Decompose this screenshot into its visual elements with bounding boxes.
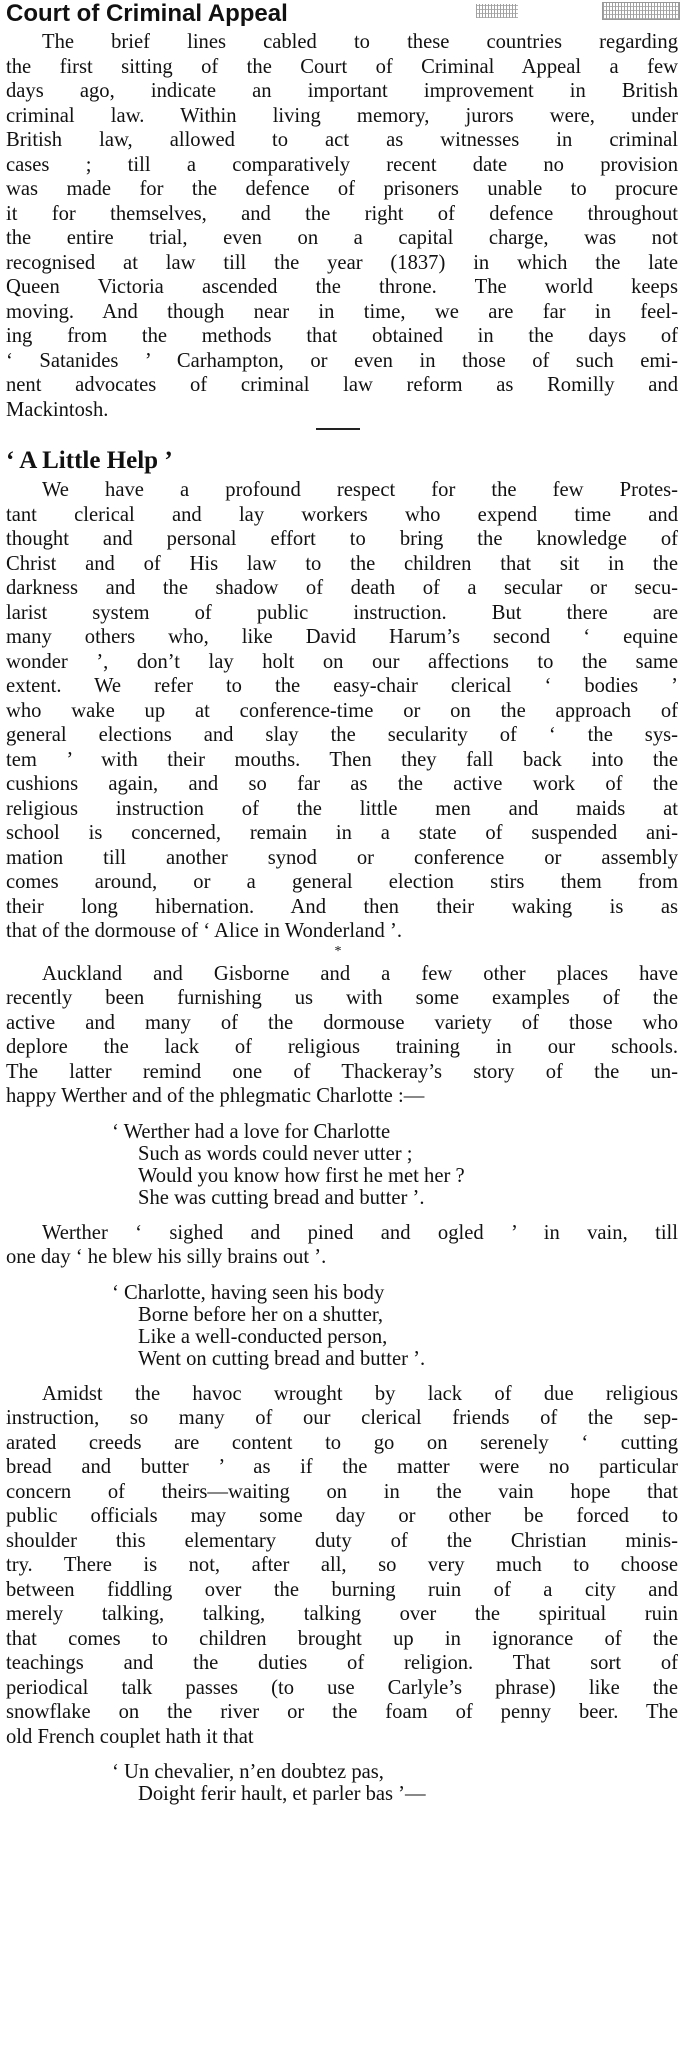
verse-line: She was cutting bread and butter ’.	[138, 1186, 425, 1209]
text-line: recently been furnishing us with some examples of the	[6, 987, 678, 1009]
text-line: concern of theirs—waiting on in the vain hope that	[6, 1480, 678, 1503]
text-line: was made for the defence of prisoners unable to procure	[6, 178, 678, 200]
text-line: many others who, like David Harum’s second ‘ equine	[6, 626, 678, 648]
text-line: the entire trial, even on a capital charge, was not	[6, 227, 678, 249]
text-line: moving. And though near in time, we are far in feel-	[6, 300, 678, 323]
text-line: that comes to children brought up in ignorance of the	[6, 1627, 678, 1650]
text-line: cases ; till a comparatively recent date no provision	[6, 153, 678, 176]
verse-line: Doight ferir hault, et parler bas ’—	[138, 1783, 426, 1805]
text-line: active and many of the dormouse variety of those who	[6, 1011, 678, 1034]
text-line: mation till another synod or conference or assembly	[6, 846, 678, 869]
paragraph-little-help-2	[6, 962, 678, 1109]
paragraph-little-help-1	[6, 478, 678, 944]
text-line: general elections and slay the secularity of ‘ the sys-	[6, 724, 678, 746]
text-line: school is concerned, remain in a state of suspended ani-	[6, 822, 678, 844]
text-line: public officials may some day or other be forced to	[6, 1505, 678, 1527]
text-line: snowflake on the river or the foam of penny beer. The	[6, 1701, 678, 1723]
text-line: between fiddling over the burning ruin of a city and	[6, 1578, 678, 1601]
section-divider	[316, 428, 360, 430]
text-line: Queen Victoria ascended the throne. The world keeps	[6, 276, 678, 298]
text-line: British law, allowed to act as witnesses in criminal	[6, 129, 678, 151]
verse-line: Would you know how first he met her ?	[138, 1164, 465, 1187]
article-page	[6, 0, 678, 1817]
text-line: teachings and the duties of religion. That sort of	[6, 1652, 678, 1674]
text-line: cushions again, and so far as the active work of the	[6, 773, 678, 795]
text-line: darkness and the shadow of death of a secular or secu-	[6, 577, 678, 599]
text-line: ing from the methods that obtained in the days of	[6, 325, 678, 347]
verse-french-couplet	[6, 1761, 678, 1805]
paragraph-little-help-3	[6, 1221, 678, 1270]
text-line: deplore the lack of religious training in our schools.	[6, 1036, 678, 1058]
text-line: that of the dormouse of ‘ Alice in Wonderland ’.	[6, 920, 403, 942]
text-line: it for themselves, and the right of defence throughout	[6, 202, 678, 225]
text-line: merely talking, talking, talking over the spiritual ruin	[6, 1603, 678, 1625]
text-line: happy Werther and of the phlegmatic Charlotte :—	[6, 1085, 425, 1107]
text-line: larist system of public instruction. But there are	[6, 601, 678, 624]
paragraph-little-help-4	[6, 1382, 678, 1750]
verse-line: Borne before her on a shutter,	[138, 1303, 384, 1326]
verse-line: ‘ Charlotte, having seen his body	[112, 1281, 385, 1304]
verse-line: ‘ Werther had a love for Charlotte	[112, 1120, 391, 1143]
text-line: extent. We refer to the easy-chair clerical ‘ bodies ’	[6, 675, 678, 697]
text-line: Werther ‘ sighed and pined and ogled ’ in vain, till	[42, 1221, 678, 1244]
paragraph-court-of-criminal-appeal	[6, 30, 678, 422]
text-line: religious instruction of the little men and maids at	[6, 797, 678, 820]
text-line: thought and personal effort to bring the knowledge of	[6, 528, 678, 550]
print-smudge-mark	[602, 2, 680, 20]
text-line: comes around, or a general election stirs them from	[6, 871, 678, 893]
text-line: the first sitting of the Court of Criminal Appeal a few	[6, 55, 678, 78]
verse-werther	[6, 1121, 678, 1209]
verse-line: Such as words could never utter ;	[138, 1142, 413, 1165]
text-line: their long hibernation. And then their waking is as	[6, 895, 678, 918]
text-line: The latter remind one of Thackeray’s story of the un-	[6, 1060, 678, 1083]
verse-line: ‘ Un chevalier, n’en doubtez pas,	[112, 1761, 384, 1783]
text-line: instruction, so many of our clerical friends of the sep-	[6, 1407, 678, 1429]
verse-line: Like a well-conducted person,	[138, 1325, 388, 1348]
text-line: nent advocates of criminal law reform as Romilly and	[6, 374, 678, 396]
text-line: We have a profound respect for the few Protes-	[42, 479, 678, 501]
text-line: criminal law. Within living memory, jurors were, under	[6, 104, 678, 127]
text-line: who wake up at conference-time or on the approach of	[6, 699, 678, 722]
text-line: old French couplet hath it that	[6, 1725, 254, 1748]
text-line: The brief lines cabled to these countries regarding	[42, 31, 678, 53]
text-line: Amidst the havoc wrought by lack of due religious	[42, 1382, 678, 1405]
print-smudge-mark	[476, 4, 518, 18]
text-line: wonder ’, don’t lay holt on our affections to the same	[6, 650, 678, 673]
text-line: Auckland and Gisborne and a few other places have	[42, 962, 678, 985]
text-line: try. There is not, after all, so very much to choose	[6, 1554, 678, 1576]
section-break-star: *	[334, 943, 342, 959]
verse-charlotte	[6, 1282, 678, 1370]
text-line: tant clerical and lay workers who expend time and	[6, 503, 678, 526]
section-header	[6, 0, 678, 30]
section-title-court-of-criminal-appeal: Court of Criminal Appeal	[6, 0, 288, 27]
text-line: days ago, indicate an important improvement in British	[6, 80, 678, 102]
text-line: recognised at law till the year (1837) in which the late	[6, 251, 678, 274]
section-title-a-little-help: ‘ A Little Help ’	[6, 447, 173, 474]
text-line: one day ‘ he blew his silly brains out ’.	[6, 1246, 327, 1268]
text-line: periodical talk passes (to use Carlyle’s phrase) like the	[6, 1676, 678, 1699]
text-line: bread and butter ’ as if the matter were no particular	[6, 1456, 678, 1478]
text-line: Mackintosh.	[6, 398, 109, 421]
text-line: Christ and of His law to the children that sit in the	[6, 552, 678, 575]
text-line: arated creeds are content to go on serenely ‘ cutting	[6, 1431, 678, 1454]
text-line: ‘ Satanides ’ Carhampton, or even in those of such emi-	[6, 349, 678, 372]
text-line: shoulder this elementary duty of the Christian minis-	[6, 1529, 678, 1552]
text-line: tem ’ with their mouths. Then they fall back into the	[6, 748, 678, 771]
verse-line: Went on cutting bread and butter ’.	[138, 1347, 426, 1370]
